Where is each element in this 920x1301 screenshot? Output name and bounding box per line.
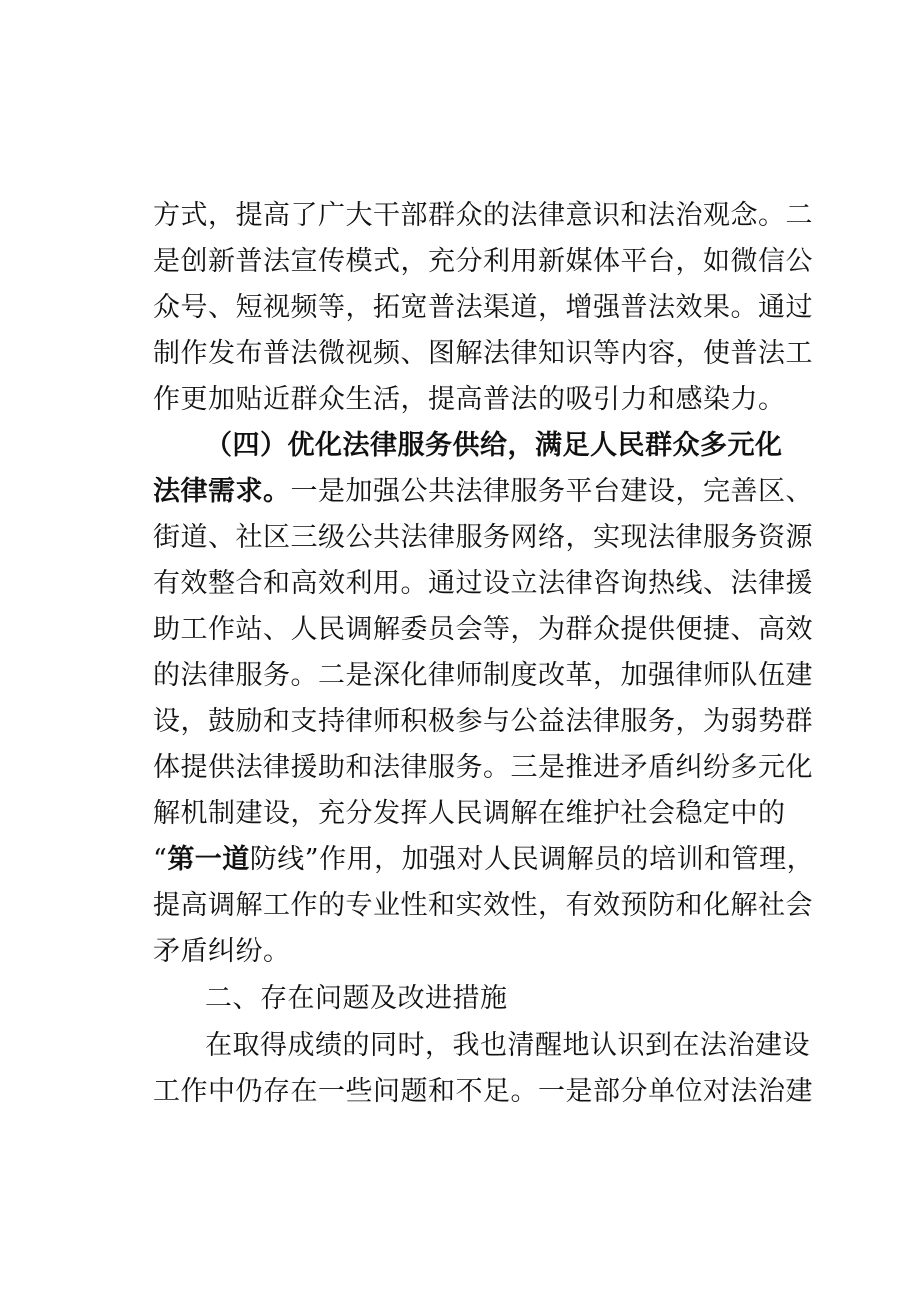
paragraph-line: 助工作站、人民调解委员会等，为群众提供便捷、高效	[153, 614, 813, 645]
paragraph-line: 矛盾纠纷。	[153, 936, 291, 967]
paragraph-line: 众号、短视频等，拓宽普法渠道，增强普法效果。通过	[153, 292, 813, 323]
paragraph-line: 体提供法律援助和法律服务。三是推进矛盾纠纷多元化	[153, 752, 813, 783]
paragraph-line: 工作中仍存在一些问题和不足。一是部分单位对法治建	[153, 1076, 813, 1107]
paragraph-line: 提高调解工作的专业性和实效性，有效预防和化解社会	[153, 890, 813, 921]
paragraph-line: 的法律服务。二是深化律师制度改革，加强律师队伍建	[153, 660, 813, 691]
paragraph-line	[153, 840, 814, 880]
section-title: （四）优化法律服务供给，满足人民群众多元化	[205, 430, 783, 461]
section-title-end: 法律需求。	[153, 476, 291, 507]
paragraph-line: 作更加贴近群众生活，提高普法的吸引力和感染力。	[153, 384, 786, 415]
paragraph-line: 在取得成绩的同时，我也清醒地认识到在法治建设	[205, 1030, 810, 1061]
paragraph-line: 解机制建设，充分发挥人民调解在维护社会稳定中的	[153, 798, 786, 829]
quote-open: “	[153, 844, 168, 875]
paragraph-line: 街道、社区三级公共法律服务网络，实现法律服务资源	[153, 522, 813, 553]
paragraph-line: 是创新普法宣传模式，充分利用新媒体平台，如微信公	[153, 246, 813, 277]
paragraph-line	[153, 472, 813, 512]
paragraph-text: 一是加强公共法律服务平台建设，完善区、	[290, 476, 813, 507]
paragraph-line: 方式，提高了广大干部群众的法律意识和法治观念。二	[153, 200, 813, 231]
paragraph-line: 制作发布普法微视频、图解法律知识等内容，使普法工	[153, 338, 813, 369]
paragraph-line: 设，鼓励和支持律师积极参与公益法律服务，为弱势群	[153, 706, 813, 737]
paragraph-line: 有效整合和高效利用。通过设立法律咨询热线、法律援	[153, 568, 813, 599]
paragraph-text: 防线”作用，加强对人民调解员的培训和管理，	[249, 844, 815, 875]
section-heading: 二、存在问题及改进措施	[205, 983, 508, 1014]
quote-bold-text: 第一道	[167, 844, 250, 875]
